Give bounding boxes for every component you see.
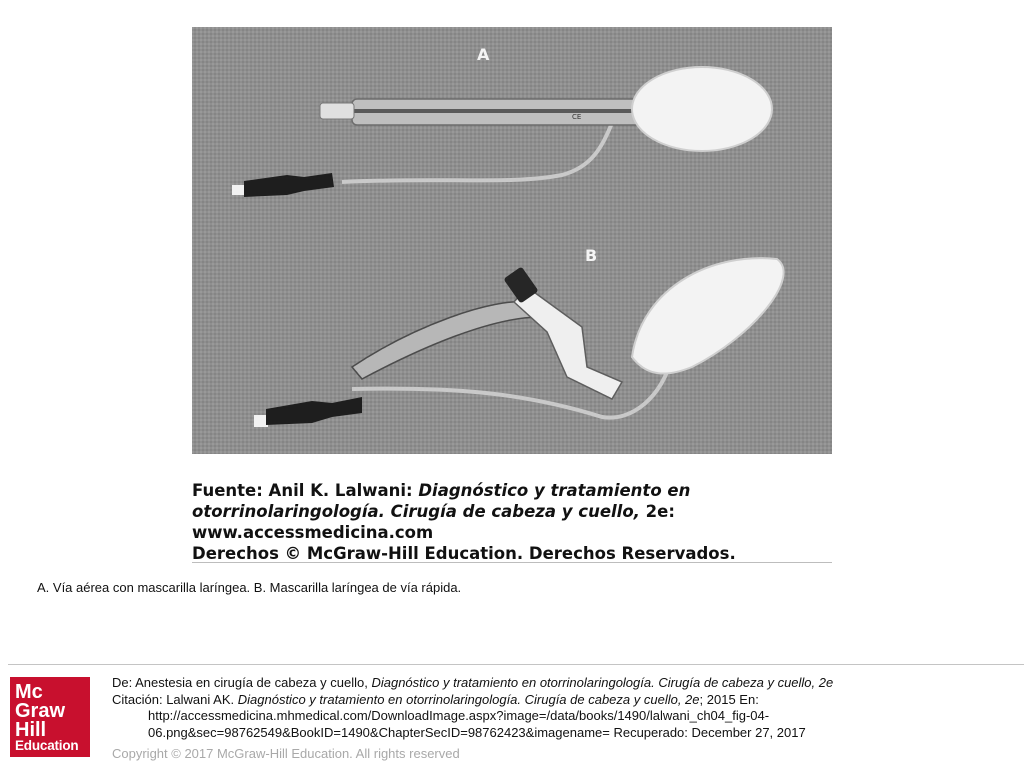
logo-line-4: Education	[15, 738, 79, 753]
device-a-tube-stripe	[352, 109, 642, 113]
figure	[192, 27, 832, 563]
citation-sep: .	[230, 691, 238, 707]
footer-divider	[8, 664, 1024, 665]
source-line-2	[192, 501, 736, 522]
label-b: B	[585, 246, 598, 265]
source-title-1: Diagnóstico y tratamiento en	[418, 481, 691, 500]
label-a: A	[477, 45, 490, 64]
source-rights: Derechos © McGraw-Hill Education. Derechos Reservados.	[192, 544, 736, 563]
device-a-cuff	[632, 67, 772, 151]
device-a-valve-tip	[232, 185, 246, 195]
figure-source-block	[192, 454, 832, 563]
device-a-connector	[320, 103, 354, 119]
from-label: De:	[112, 675, 133, 690]
citation-label: Citación:	[112, 691, 163, 707]
source-title-2: otorrinolaringología. Cirugía de cabeza y cuello,	[192, 502, 640, 521]
logo-line-3: Hill	[15, 719, 47, 741]
source-line-1	[192, 480, 736, 501]
from-text: Anestesia en cirugía de cabeza y cuello,	[132, 675, 372, 690]
figure-photo	[192, 27, 832, 454]
logo-line-1: Mc	[15, 681, 43, 703]
copyright-notice: Copyright © 2017 McGraw-Hill Education. All rights reserved	[112, 746, 460, 761]
source-edition: 2e:	[639, 502, 675, 521]
citation-url-line-1[interactable]: http://accessmedicina.mhmedical.com/DownloadImage.aspx?image=/data/books/1490/lalwani_ch04_fig-04-	[148, 708, 770, 723]
citation-title: Diagnóstico y tratamiento en otorrinolaringología. Cirugía de cabeza y cuello, 2e	[237, 691, 700, 707]
logo-line-2: Graw	[15, 700, 66, 722]
from-title: Diagnóstico y tratamiento en otorrinolaringología. Cirugía de cabeza y cuello, 2e	[371, 675, 834, 690]
from-row	[112, 675, 833, 692]
mcgraw-hill-logo	[10, 677, 90, 757]
citation-author: Lalwani AK	[162, 691, 231, 707]
figure-caption: A. Vía aérea con mascarilla laríngea. B. Mascarilla laríngea de vía rápida.	[37, 580, 462, 595]
citation-url-line-2[interactable]: 06.png&sec=98762549&BookID=1490&ChapterSecID=98762423&imagename= Recuperado: December 27, 2017	[148, 724, 806, 740]
laryngeal-mask-photo	[192, 27, 832, 454]
device-a-marking: CE	[572, 113, 582, 121]
citation-block	[112, 675, 833, 741]
source-prefix: Fuente: Anil K. Lalwani:	[192, 481, 419, 500]
citation-row	[112, 692, 833, 709]
source-url: www.accessmedicina.com	[192, 523, 434, 542]
citation-year: ; 2015 En:	[699, 691, 759, 707]
device-b-valve-tip	[254, 415, 268, 427]
